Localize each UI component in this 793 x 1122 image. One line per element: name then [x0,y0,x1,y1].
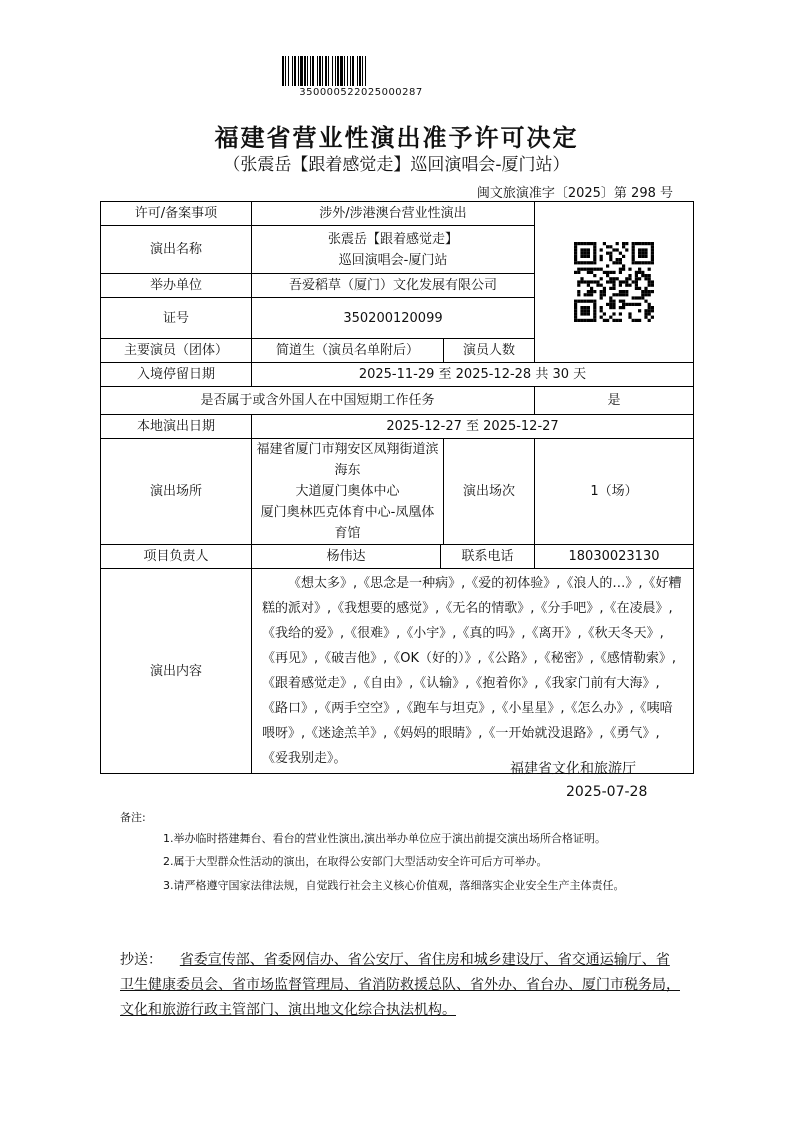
barcode-number: 350000522025000287 [299,87,423,98]
document-title: 福建省营业性演出准予许可决定 [214,123,579,152]
manager-value: 杨伟达 [252,545,441,569]
barcode-image [282,56,440,86]
license-label: 证号 [101,298,252,339]
organizer-value: 吾爱稻草（厦门）文化发展有限公司 [252,274,535,298]
permit-table [100,201,694,774]
stay-dates-value: 2025-11-29 至 2025-12-28 共 30 天 [252,363,694,387]
phone-label: 联系电话 [441,545,535,569]
permit-type-value: 涉外/涉港澳台营业性演出 [252,202,535,226]
show-name-value [252,226,535,274]
sessions-value: 1（场） [535,439,694,545]
content-label: 演出内容 [101,569,252,774]
local-date-label: 本地演出日期 [101,415,252,439]
local-date-value: 2025-12-27 至 2025-12-27 [252,415,694,439]
foreign-work-label: 是否属于或含外国人在中国短期工作任务 [101,387,535,415]
issuer-name: 福建省文化和旅游厅 [510,761,636,777]
manager-label: 项目负责人 [101,545,252,569]
cc-body: 省委宣传部、省委网信办、省公安厅、省住房和城乡建设厅、省交通运输厅、省卫生健康委员会、省市场监督管理局、省消防救援总队、省外办、省台办、厦门市税务局，文化和旅游行政主管部门、演出地文化综合执法机构。 [120,952,680,1018]
note-item: 3.请严格遵守国家法律法规，自觉践行社会主义核心价值观，落细落实企业安全生产主体责任。 [163,879,625,892]
license-value: 350200120099 [252,298,535,339]
performer-count-label: 演员人数 [444,339,535,363]
show-name-line2: 巡回演唱会-厦门站 [338,252,448,268]
document-subtitle: （张震岳【跟着感觉走】巡回演唱会-厦门站） [223,155,570,175]
phone-value: 18030023130 [535,545,694,569]
note-item: 1.举办临时搭建舞台、看台的营业性演出,演出举办单位应于演出前提交演出场所合格证明。 [163,832,606,845]
content-value: 《想太多》,《思念是一种病》,《爱的初体验》,《浪人的…》,《好糟糕的派对》,《我想要的感觉》,《无名的情歌》,《分手吧》,《在凌晨》,《我给的爱》,《很难》,《小宇》,《真的吗》,《离开》,《秋天冬天》,《再见》,《破吉他》,《OK（好的）》,《公路》,《秘密》,《感情勒索》,《跟着感觉走》,《自由》,《认输》,《抱着你》,《我家门前有大海》,《路口》,《两手空空》,《跑车与坦克》,《小星星》,《怎么办》,《咦喑喂呀》,《迷途羔羊》,《妈妈的眼睛》,《一开始就没退路》,《勇气》,《爱我别走》。 [252,569,694,774]
notes-title: 备注: [120,811,146,824]
show-name-label: 演出名称 [101,226,252,274]
stay-dates-label: 入境停留日期 [101,363,252,387]
cc-block [120,948,680,1023]
show-name-line1: 张震岳【跟着感觉走】 [327,231,458,247]
cc-label: 抄送： [120,952,162,968]
venue-label: 演出场所 [101,439,252,545]
venue-line3: 厦门奥林匹克体育中心-凤凰体育馆 [260,505,435,541]
foreign-work-value: 是 [535,387,694,415]
document-number: 闽文旅演准字〔2025〕第 298 号 [476,186,673,201]
sessions-label: 演出场次 [444,439,535,545]
qr-cell [535,202,694,363]
qr-code-image [574,242,654,322]
venue-line1: 福建省厦门市翔安区凤翔街道滨海东 [256,442,439,478]
venue-value [252,439,444,545]
permit-type-label: 许可/备案事项 [101,202,252,226]
organizer-label: 举办单位 [101,274,252,298]
venue-line2: 大道厦门奥体中心 [295,484,400,499]
note-item: 2.属于大型群众性活动的演出，在取得公安部门大型活动安全许可后方可举办。 [163,855,548,868]
performer-value: 简道生（演员名单附后） [252,339,444,363]
performer-label: 主要演员（团体） [101,339,252,363]
issue-date: 2025-07-28 [566,784,648,800]
